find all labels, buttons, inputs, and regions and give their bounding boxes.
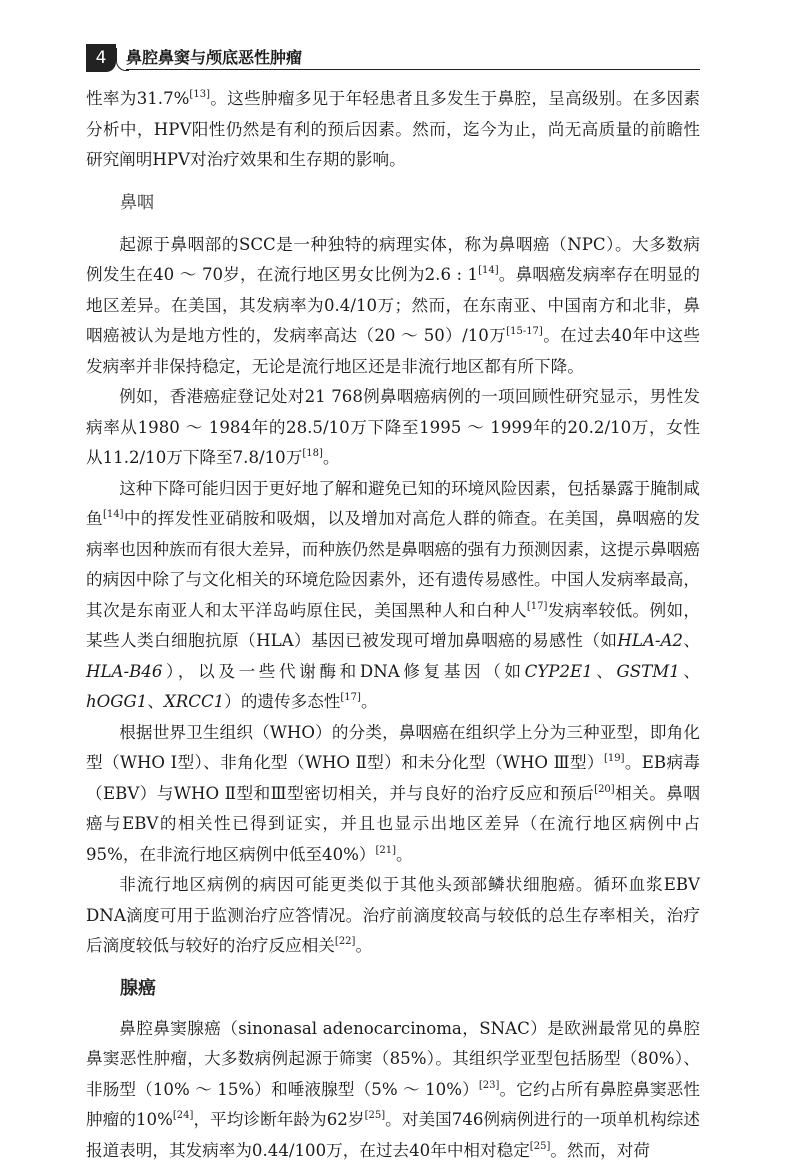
gene-name: XRCC1 [164,692,224,711]
paragraph-hpv-continued [86,84,700,176]
citation: [19] [604,753,625,764]
gene-name: HLA-A2 [617,631,683,650]
citation: [22] [335,936,356,947]
citation: [14] [103,509,124,520]
paragraph-hong-kong-registry: 例如，香港癌症登记处对21 768例鼻咽癌病例的一项回顾性研究显示，男性发病率从1980 ～ 1984年的28.5/10万下降至1995 ～ 1999年的20.2/10万，女性从11.2/10万下降至7.8/10万[18]。 [86,382,700,474]
page-body [86,84,700,1166]
citation: [21] [375,845,396,856]
paragraph-ebv-dna: 非流行地区病例的病因可能更类似于其他头颈部鳞状细胞癌。循环血浆EBV DNA滴度可用于监测治疗应答情况。治疗前滴度较高与较低的总生存率相关，治疗后滴度较低与较好的治疗反应相关[22]。 [86,870,700,962]
text-run: 性率为31.7% [86,89,189,108]
citation: [23] [479,1080,500,1091]
citation: [24] [173,1110,194,1121]
header-rule [126,69,700,70]
paragraph-snac: 鼻腔鼻窦腺癌（sinonasal adenocarcinoma，SNAC）是欧洲最常见的鼻腔鼻窦恶性肿瘤，大多数病例起源于筛窦（85%）。其组织学亚型包括肠型（80%）、非肠型（10% ～ 15%）和唾液腺型（5% ～ 10%）[23]。它约占所有鼻腔鼻窦恶性肿瘤的10%[24]，平均诊断年龄为62岁[25]。对美国746例病例进行的一项单机构综述报道表明，其发病率为0.44/100万，在过去40年中相对稳定[25]。然而，对荷 [86,1014,700,1166]
gene-name: CYP2E1 [525,662,593,681]
citation: [17] [527,601,548,612]
citation: [15-17] [506,326,543,337]
subheading-nasopharynx: 鼻咽 [120,188,700,218]
page-number: 4 [86,44,116,72]
citation: [18] [302,448,323,459]
section-heading-adenocarcinoma: 腺癌 [120,974,700,1004]
page-header [86,44,700,72]
text-run: 。这些肿瘤多见于年轻患者且多发生于鼻腔，呈高级别。在多因素分析中，HPV阳性仍然是有利的预后因素。然而，迄今为止，尚无高质量的前瞻性研究阐明HPV对治疗效果和生存期的影响。 [86,89,700,169]
paragraph-who-classification: 根据世界卫生组织（WHO）的分类，鼻咽癌在组织学上分为三种亚型，即角化型（WHO Ⅰ型）、非角化型（WHO Ⅱ型）和未分化型（WHO Ⅲ型）[19]。EB病毒（EBV）与WHO Ⅱ型和Ⅲ型密切相关，并与良好的治疗反应和预后[20]相关。鼻咽癌与EBV的相关性已得到证实，并且也显示出地区差异（在流行地区病例中占95%，在非流行地区病例中低至40%）[21]。 [86,718,700,871]
citation: [20] [594,784,615,795]
running-title: 鼻腔鼻窦与颅底恶性肿瘤 [126,44,302,72]
paragraph-risk-factors: 这种下降可能归因于更好地了解和避免已知的环境风险因素，包括暴露于腌制咸鱼[14]中的挥发性亚硝胺和吸烟，以及增加对高危人群的筛查。在美国，鼻咽癌的发病率也因种族而有很大差异，而种族仍然是鼻咽癌的强有力预测因素，这提示鼻咽癌的病因中除了与文化相关的环境危险因素外，还有遗传易感性。中国人发病率最高，其次是东南亚人和太平洋岛屿原住民，美国黑种人和白种人[17]发病率较低。例如，某些人类白细胞抗原（HLA）基因已被发现可增加鼻咽癌的易感性（如HLA-A2、HLA-B46），以及一些代谢酶和DNA修复基因（如CYP2E1、GSTM1、hOGG1、XRCC1）的遗传多态性[17]。 [86,474,700,718]
gene-name: HLA-B46 [86,662,162,681]
citation: [13] [189,89,210,100]
citation: [25] [530,1141,551,1152]
gene-name: GSTM1 [617,662,680,681]
citation: [25] [365,1110,386,1121]
gene-name: hOGG1 [86,692,147,711]
citation: [17] [340,692,361,703]
paragraph-npc-intro: 起源于鼻咽部的SCC是一种独特的病理实体，称为鼻咽癌（NPC）。大多数病例发生在40 ～ 70岁，在流行地区男女比例为2.6 : 1[14]。鼻咽癌发病率存在明显的地区差异。在美国，其发病率为0.4/10万；然而，在东南亚、中国南方和北非，鼻咽癌被认为是地方性的，发病率高达（20 ～ 50）/10万[15-17]。在过去40年中这些发病率并非保持稳定，无论是流行地区还是非流行地区都有所下降。 [86,230,700,383]
citation: [14] [478,265,499,276]
